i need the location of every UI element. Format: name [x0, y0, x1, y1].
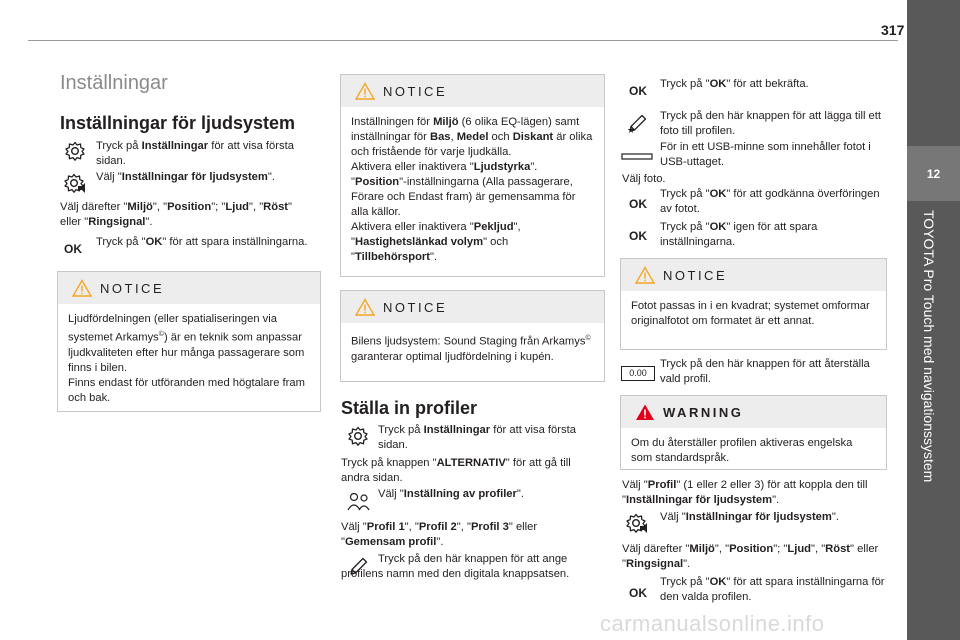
page-number: 317	[881, 22, 905, 38]
notice-text: Bilens ljudsystem: Sound Staging från Arkamys© garanterar optimal ljudfördelning i kupén.	[351, 335, 591, 363]
audio-settings-icon	[624, 512, 650, 534]
notice-title: NOTICE	[663, 268, 728, 283]
ok-button-icon: OK	[629, 586, 647, 600]
ok-button-icon: OK	[629, 197, 647, 211]
chapter-title: TOYOTA Pro Touch med navigationssystem	[921, 210, 937, 483]
notice-text: Inställningen för Miljö (6 olika EQ-lägen) samt inställningar för Bas, Medel och Diskant är olika och fristående för varje ljudkälla. Aktivera eller inaktivera "Ljudstyrka". "Position"-inställningarna (Alla passagerare, Förare och Endast fram) är gemensamma för alla källor. Aktivera eller inaktivera "Pekljud", "Hastighetslänkad volym" och "Tillbehörsport".	[351, 116, 593, 263]
step-edit-name: Tryck på den här knappen för att ange profilens namn med den digitala knappsatsen.	[341, 553, 570, 580]
warning-triangle-icon	[635, 403, 655, 421]
notice-warning-icon	[355, 82, 375, 100]
profile-settings-icon	[345, 490, 371, 512]
notice-warning-icon	[72, 279, 92, 297]
section-heading: Inställningar	[60, 72, 168, 94]
settings-gear-icon	[345, 425, 371, 447]
watermark: carmanualsonline.info	[600, 611, 825, 636]
notice-warning-icon	[355, 298, 375, 316]
paragraph-link-profile: Välj "Profil" (1 eller 2 eller 3) för att koppla den till "Inställningar för ljudsystem".	[622, 479, 868, 506]
notice-text: Fotot passas in i en kvadrat; systemet omformar originalfotot om formatet är ett annat.	[631, 300, 870, 327]
warning-box	[620, 395, 887, 470]
notice-title: NOTICE	[383, 300, 448, 315]
paragraph-options: Välj därefter "Miljö", "Position"; "Ljud", "Röst" eller "Ringsignal".	[60, 201, 293, 228]
warning-text: Om du återställer profilen aktiveras engelska som standardspråk.	[631, 437, 853, 464]
chapter-sidebar	[907, 0, 960, 640]
step-save-again: Tryck på "OK" igen för att spara inställningarna.	[660, 221, 818, 248]
warning-title: WARNING	[663, 405, 744, 420]
notice-text: Ljudfördelningen (eller spatialiseringen via systemet Arkamys©) är en teknik som anpassar ljudkvaliteten efter hur många passagerare som finns i bilen. Finns endast för utföranden med högtalare fram och bak.	[68, 313, 305, 404]
step-select-audio: Välj "Inställningar för ljudsystem".	[96, 171, 275, 183]
notice-box	[57, 271, 321, 412]
step-open-settings: Tryck på Inställningar för att visa första sidan.	[378, 424, 576, 451]
add-photo-icon	[625, 112, 651, 134]
step-save: Tryck på "OK" för att spara inställningarna.	[96, 236, 308, 248]
settings-gear-icon	[62, 140, 88, 162]
notice-box-environment	[340, 74, 605, 277]
step-save-profile: Tryck på "OK" för att spara inställningarna för den valda profilen.	[660, 576, 885, 603]
subsection-heading: Inställningar för ljudsystem	[60, 113, 296, 133]
step-insert-usb: För in ett USB-minne som innehåller fotot i USB-uttaget.	[660, 141, 871, 168]
usb-stick-icon	[621, 146, 653, 168]
notice-title: NOTICE	[100, 281, 165, 296]
notice-title: NOTICE	[383, 84, 448, 99]
step-add-photo: Tryck på den här knappen för att lägga till ett foto till profilen.	[660, 110, 881, 137]
step-reset-profile: Tryck på den här knappen för att återställa vald profil.	[660, 358, 870, 385]
svg-text:★: ★	[627, 126, 636, 134]
notice-box-sound-staging	[340, 290, 605, 382]
step-approve-transfer: Tryck på "OK" för att godkänna överföringen av fotot.	[660, 188, 880, 215]
ok-button-icon: OK	[629, 84, 647, 98]
step-confirm: Tryck på "OK" för att bekräfta.	[660, 78, 809, 90]
paragraph-alternative: Tryck på knappen "ALTERNATIV" för att gå till andra sidan.	[341, 457, 571, 484]
ok-button-icon: OK	[629, 229, 647, 243]
audio-settings-icon	[62, 172, 88, 194]
notice-warning-icon	[635, 266, 655, 284]
reset-button-icon: 0.00	[621, 366, 655, 381]
paragraph-profile-choice: Välj "Profil 1", "Profil 2", "Profil 3" eller "Gemensam profil".	[341, 521, 538, 548]
header-rule	[28, 40, 898, 41]
step-select-profiles: Välj "Inställning av profiler".	[378, 488, 524, 500]
paragraph-options: Välj därefter "Miljö", "Position"; "Ljud", "Röst" eller "Ringsignal".	[622, 543, 879, 570]
ok-button-icon: OK	[64, 242, 82, 256]
step-select-audio: Välj "Inställningar för ljudsystem".	[660, 511, 839, 523]
chapter-tab[interactable]: 12	[907, 146, 960, 201]
notice-box-photo	[620, 258, 887, 350]
section-heading-profiles: Ställa in profiler	[341, 398, 478, 418]
paragraph-select-photo: Välj foto.	[622, 173, 666, 185]
step-open-settings: Tryck på Inställningar för att visa första sidan.	[96, 140, 294, 167]
